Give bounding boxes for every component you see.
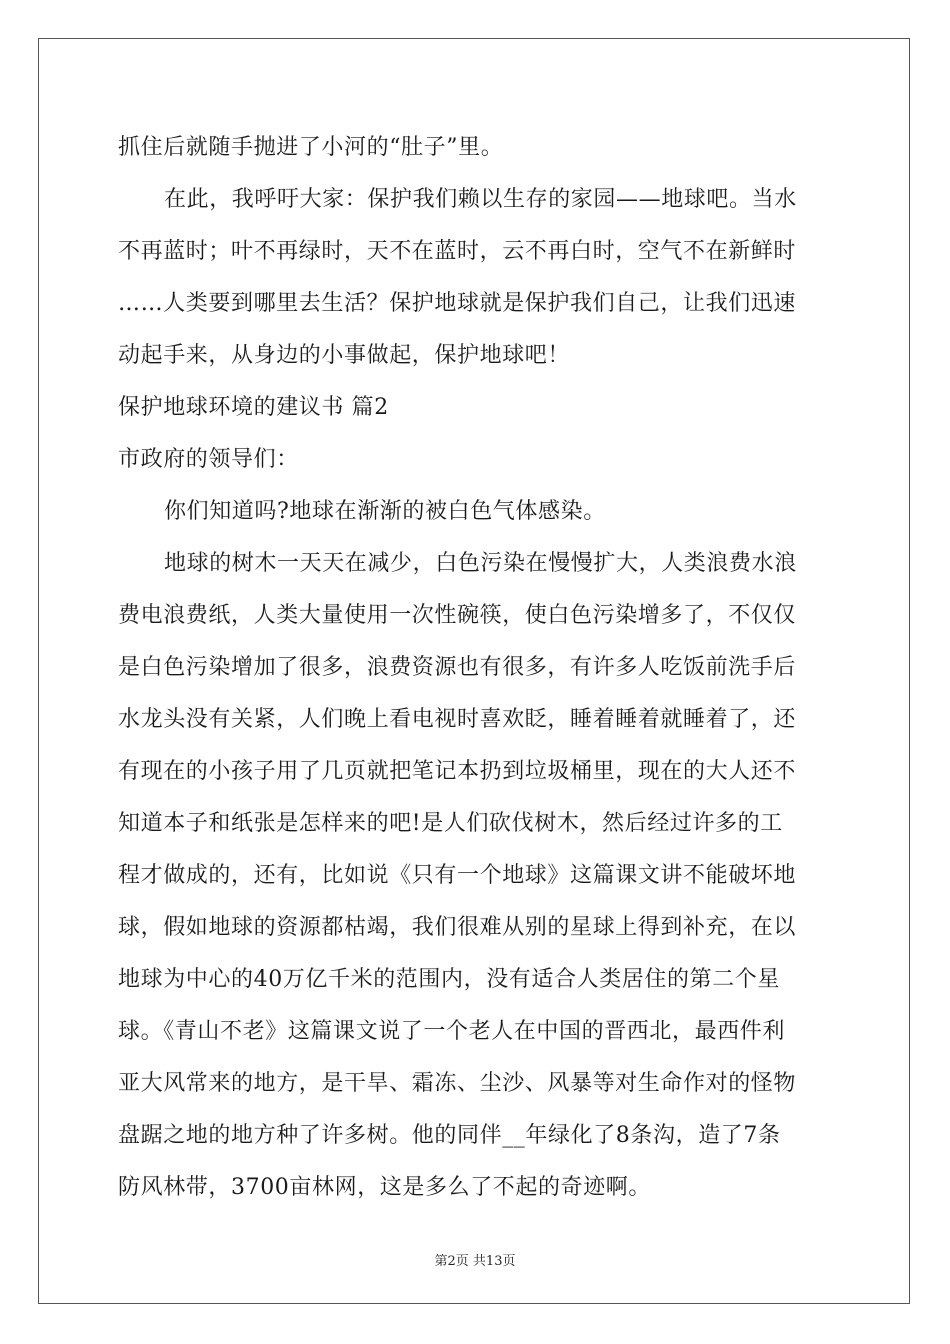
paragraph-start: 你们知道吗?地球在渐渐的被白色气体感染。 <box>164 499 606 524</box>
text-line: 费电浪费纸，人类大量使用一次性碗筷，使白色污染增多了，不仅仅 <box>118 603 797 628</box>
text-line: 不再蓝时；叶不再绿时，天不在蓝时，云不再白时，空气不在新鲜时 <box>118 239 797 264</box>
paragraph-start: 地球的树木一天天在减少，白色污染在慢慢扩大，人类浪费水浪 <box>164 551 797 576</box>
text-line: 球。《青山不老》这篇课文说了一个老人在中国的晋西北，最西件利 <box>118 1019 786 1044</box>
document-body <box>118 122 834 1214</box>
salutation: 市政府的领导们： <box>118 447 299 472</box>
text-line: 有现在的小孩子用了几页就把笔记本扔到垃圾桶里，现在的大人还不 <box>118 759 797 784</box>
text-line: 动起手来，从身边的小事做起，保护地球吧！ <box>118 343 571 368</box>
text-line: 程才做成的，还有，比如说《只有一个地球》这篇课文讲不能破坏地 <box>118 863 797 888</box>
text-line: 抓住后就随手抛进了小河的“肚子”里。 <box>118 135 504 160</box>
text-line: 是白色污染增加了很多，浪费资源也有很多，有许多人吃饭前洗手后 <box>118 655 797 680</box>
paragraph-start: 在此，我呼吁大家：保护我们赖以生存的家园——地球吧。当水 <box>164 187 797 212</box>
section-heading: 保护地球环境的建议书 篇2 <box>118 395 389 420</box>
text-line: 球，假如地球的资源都枯竭，我们很难从别的星球上得到补充，在以 <box>118 915 797 940</box>
text-line: 防风林带，3700亩林网，这是多么了不起的奇迹啊。 <box>118 1175 651 1200</box>
page-number: 第2页 共13页 <box>434 1254 516 1269</box>
text-line: 水龙头没有关紧，人们晚上看电视时喜欢眨，睡着睡着就睡着了，还 <box>118 707 797 732</box>
text-line: 亚大风常来的地方，是干旱、霜冻、尘沙、风暴等对生命作对的怪物 <box>118 1071 797 1096</box>
text-line: ……人类要到哪里去生活？保护地球就是保护我们自己，让我们迅速 <box>118 291 797 316</box>
text-line: 盘踞之地的地方种了许多树。他的同伴__年绿化了8条沟，造了7条 <box>118 1123 781 1148</box>
text-line: 地球为中心的40万亿千米的范围内，没有适合人类居住的第二个星 <box>118 967 780 992</box>
text-line: 知道本子和纸张是怎样来的吧!是人们砍伐树木，然后经过许多的工 <box>118 811 783 836</box>
